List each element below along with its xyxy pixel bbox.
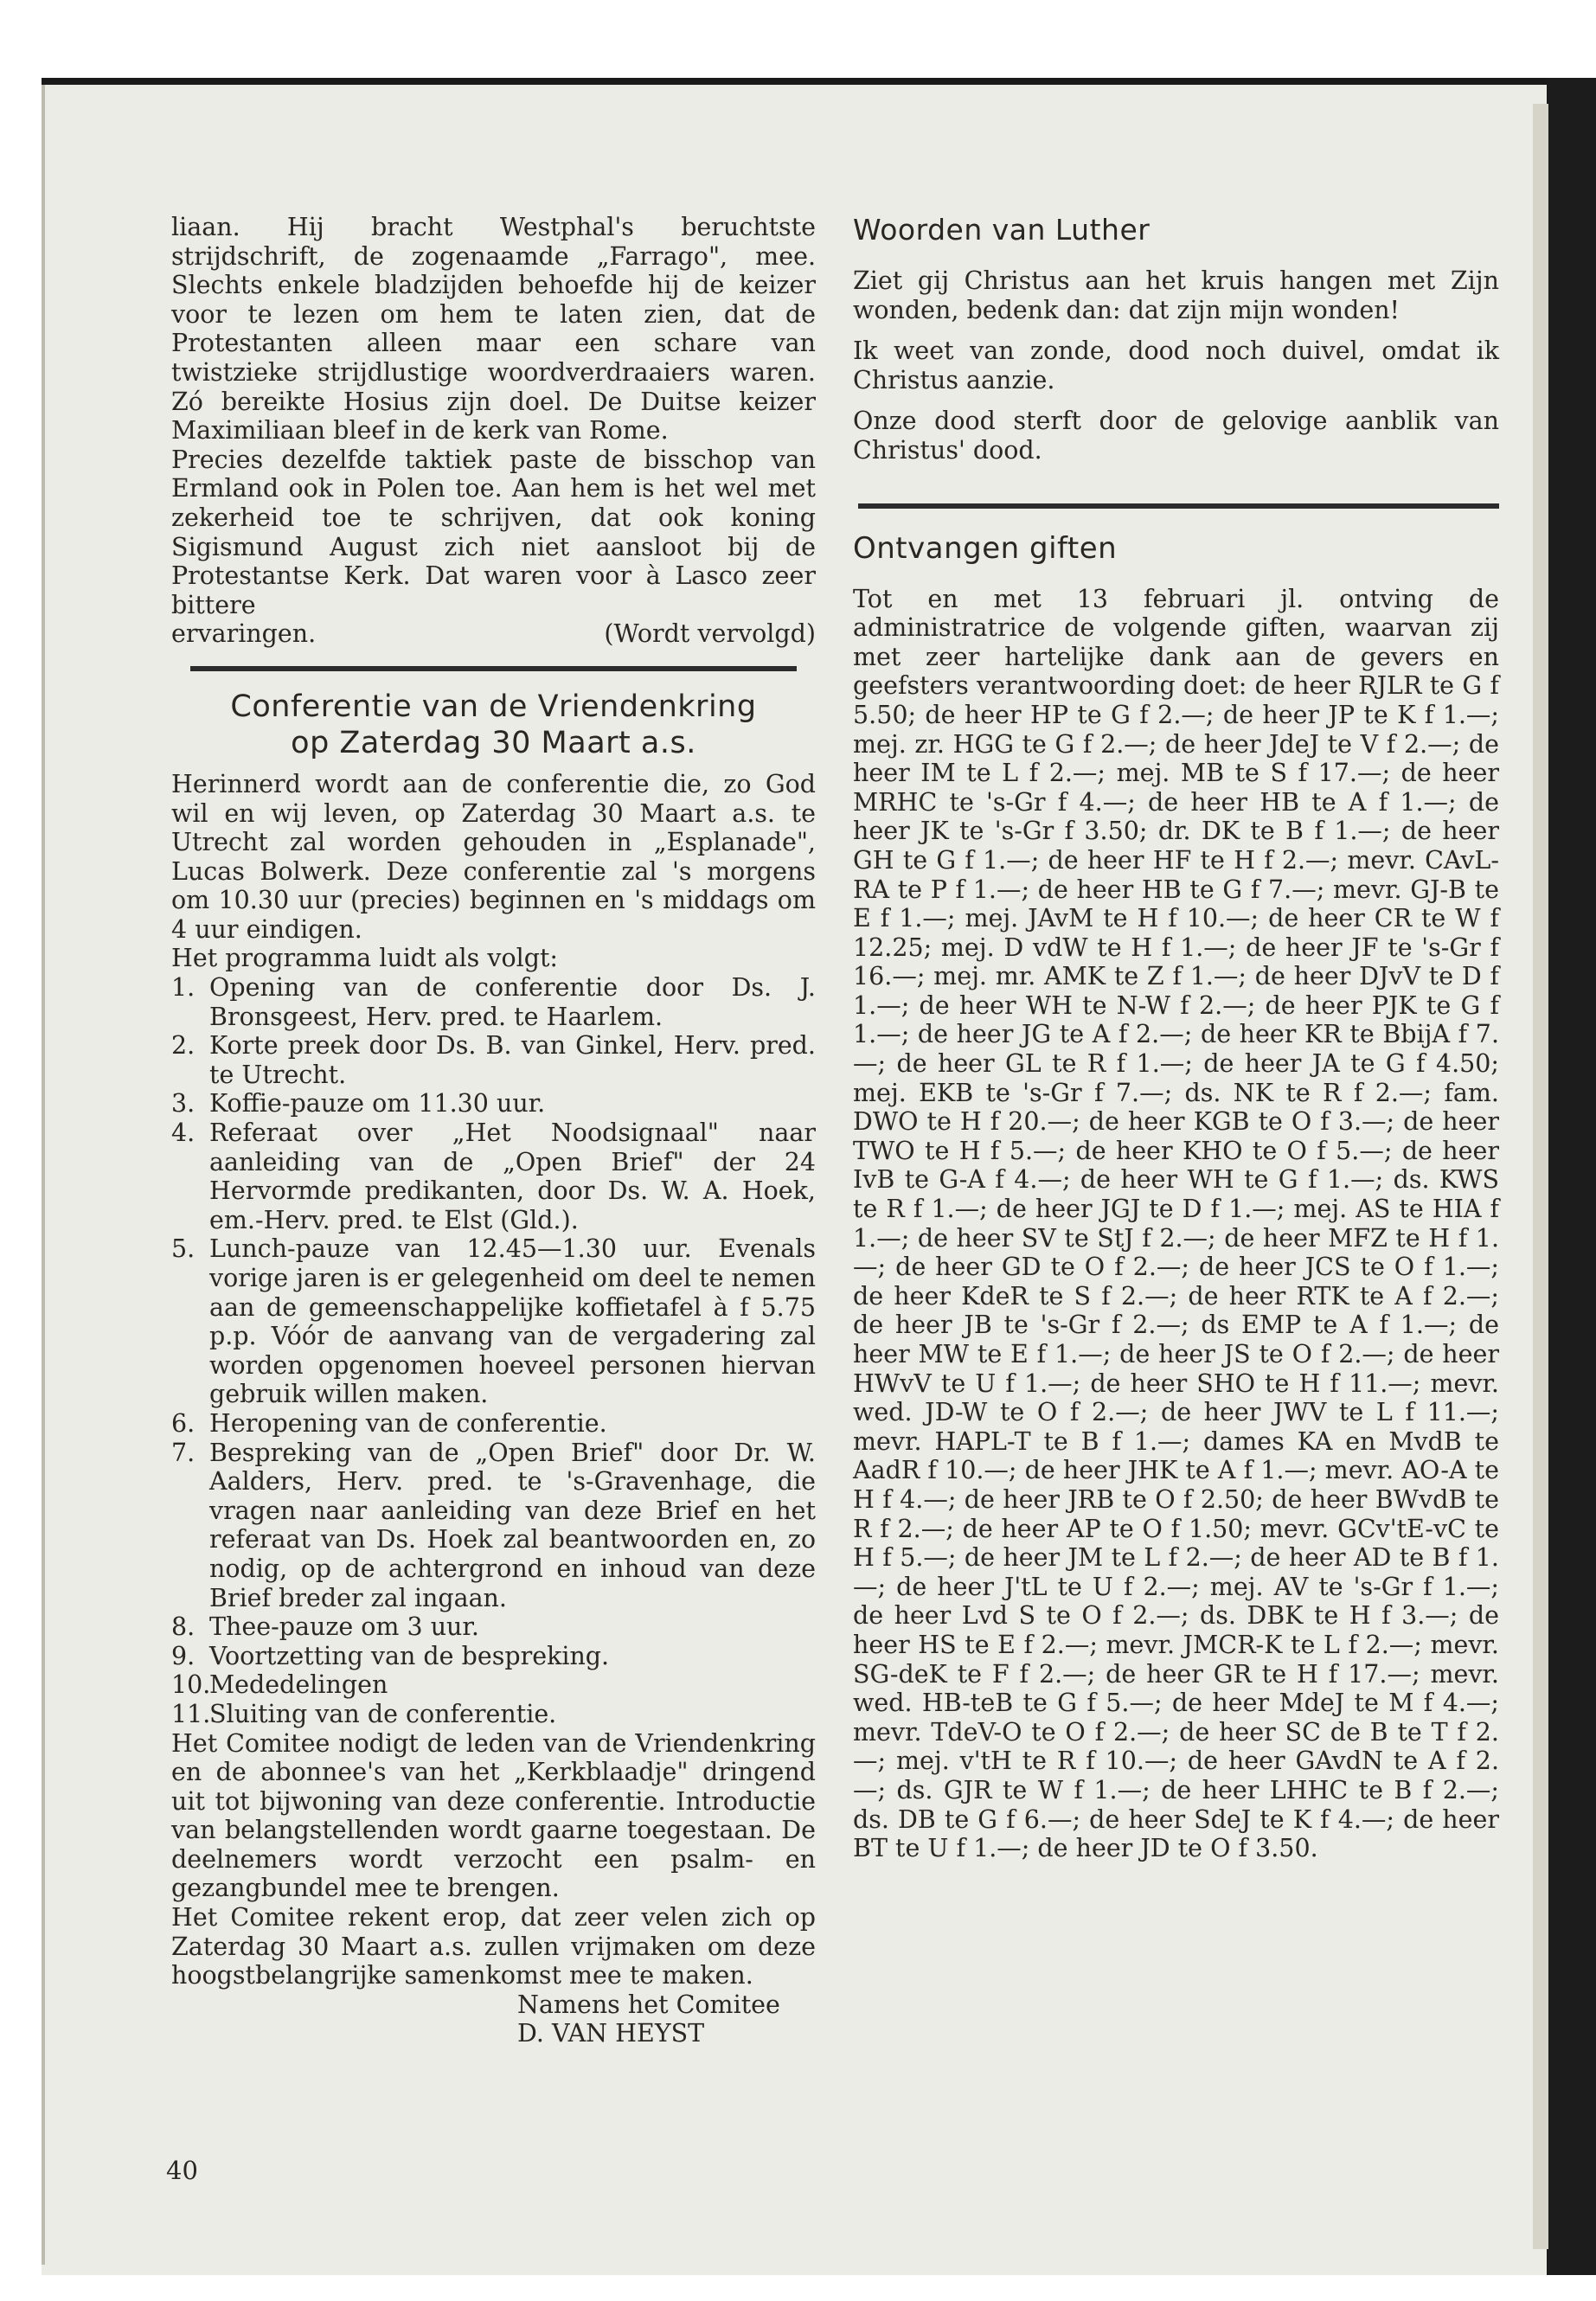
article-continuation-paragraph: liaan. Hij bracht Westphal's beruchtste strijdschrift, de zogenaamde „Farrago", mee. Slechts enkele bladzijden behoefde hij de keizer voor te lezen om hem te laten zien, dat de Protestanten alleen maar een schare van twistzieke strijdlustige woordverdraaiers waren. Zó bereikte Hosius zijn doel. De Duitse keizer Maximiliaan bleef in de kerk van Rome. <box>171 213 816 445</box>
program-item-number: 9. <box>171 1641 195 1670</box>
program-item-number: 7. <box>171 1438 195 1467</box>
program-item-text: Bespreking van de „Open Brief" door Dr. W. Aalders, Herv. pred. te 's-Gravenhage, die vragen naar aanleiding van deze Brief en het referaat van Ds. Hoek zal beantwoorden en, zo nodig, op de achtergrond en inhoud van deze Brief breder zal ingaan. <box>209 1438 816 1612</box>
binding-shadow <box>1547 78 1596 2301</box>
page-number: 40 <box>166 2156 198 2185</box>
program-item-text: Koffie-pauze om 11.30 uur. <box>209 1089 546 1118</box>
program-item-text: Opening van de conferentie door Ds. J. Bronsgeest, Herv. pred. te Haarlem. <box>209 973 816 1031</box>
program-item-text: Sluiting van de conferentie. <box>209 1699 557 1728</box>
program-item-number: 8. <box>171 1612 195 1642</box>
conference-invitation: Het Comitee nodigt de leden van de Vriendenkring en de abonnee's van het „Kerkblaadje" dringend uit tot bijwoning van deze conferentie. Introductie van belangstellenden wordt gaarne toegestaan. De deelnemers wordt verzocht een psalm- en gezangbundel mee te brengen. <box>171 1728 816 1903</box>
conference-intro: Herinnerd wordt aan de conferentie die, zo God wil en wij leven, op Zaterdag 30 Maart a.s. te Utrecht zal worden gehouden in „Esplanade", Lucas Bolwerk. Deze conferentie zal 's morgens om 10.30 uur (precies) beginnen en 's middags om 4 uur eindigen. <box>171 769 816 944</box>
scan-background-top <box>0 0 1596 78</box>
program-item-text: Voortzetting van de bespreking. <box>209 1641 610 1670</box>
program-label: Het programma luidt als volgt: <box>171 944 559 973</box>
program-item-text: Lunch-pauze van 12.45—1.30 uur. Evenals vorige jaren is er gelegenheid om deel te nemen aan de gemeenschappelijke koffietafel à f 5.75 p.p. Vóór de aanvang van de vergadering zal worden opgenomen hoeveel personen hiervan gebruik willen maken. <box>209 1234 816 1409</box>
signature-name: D. VAN HEYST <box>517 2019 705 2048</box>
section-divider <box>858 503 1499 509</box>
program-item-text: Referaat over „Het Noodsignaal" naar aanleiding van de „Open Brief" der 24 Hervormde predikanten, door Ds. W. A. Hoek, em.-Herv. pred. te Elst (Gld.). <box>209 1118 816 1234</box>
program-item <box>171 1031 816 1089</box>
donations-list: Tot en met 13 februari jl. ontving de administratrice de volgende giften, waarvan zij met zeer hartelijke dank aan de gevers en geefsters verantwoording doet: de heer RJLR te G f 5.50; de heer HP te G f 2.—; de heer JP te K f 1.—; mej. zr. HGG te G f 2.—; de heer JdeJ te V f 2.—; de heer IM te L f 2.—; mej. MB te S f 17.—; de heer MRHC te 's-Gr f 4.—; de heer HB te A f 1.—; de heer JK te 's-Gr f 3.50; dr. DK te B f 1.—; de heer GH te G f 1.—; de heer HF te H f 2.—; mevr. CAvL-RA te P f 1.—; de heer HB te G f 7.—; mevr. GJ-B te E f 1.—; mej. JAvM te H f 10.—; de heer CR te W f 12.25; mej. D vdW te H f 1.—; de heer JF te 's-Gr f 16.—; mej. mr. AMK te Z f 1.—; de heer DJvV te D f 1.—; de heer WH te N-W f 2.—; de heer PJK te G f 1.—; de heer JG te A f 2.—; de heer KR te BbijA f 7.—; de heer GL te R f 1.—; de heer JA te G f 4.50; mej. EKB te 's-Gr f 7.—; ds. NK te R f 2.—; fam. DWO te H f 20.—; de heer KGB te O f 3.—; de heer TWO te H f 5.—; de heer KHO te O f 5.—; de heer IvB te G-A f 4.—; de heer WH te G f 1.—; ds. KWS te R f 1.—; de heer JGJ te D f 1.—; mej. AS te HIA f 1.—; de heer SV te StJ f 2.—; de heer MFZ te H f 1.—; de heer GD te O f 2.—; de heer JCS te O f 1.—; de heer KdeR te S f 2.—; de heer RTK te A f 2.—; de heer JB te 's-Gr f 2.—; ds EMP te A f 1.—; de heer MW te E f 1.—; de heer JS te O f 2.—; de heer HWvV te U f 1.—; de heer SHO te H f 11.—; mevr. wed. JD-W te O f 2.—; de heer JWV te L f 11.—; mevr. HAPL-T te B f 1.—; dames KA en MvdB te AadR f 10.—; de heer JHK te A f 1.—; mevr. AO-A te H f 4.—; de heer JRB te O f 2.50; de heer BWvdB te R f 2.—; de heer AP te O f 1.50; mevr. GCv'tE-vC te H f 5.—; de heer JM te L f 2.—; de heer AD te B f 1.—; de heer J'tL te U f 2.—; mej. AV te 's-Gr f 1.—; de heer Lvd S te O f 2.—; ds. DBK te H f 3.—; de heer HS te E f 2.—; mevr. JMCR-K te L f 2.—; mevr. SG-deK te F f 2.—; de heer GR te H f 17.—; mevr. wed. HB-teB te G f 5.—; de heer MdeJ te M f 4.—; mevr. TdeV-O te O f 2.—; de heer SC de B te T f 2.—; mej. v'tH te R f 10.—; de heer GAvdN te A f 2.—; ds. GJR te W f 1.—; de heer LHHC te B f 2.—; ds. DB te G f 6.—; de heer SdeJ te K f 4.—; de heer BT te U f 1.—; de heer JD te O f 3.50. <box>853 584 1499 1863</box>
page-left-edge <box>42 85 45 2265</box>
program-item-text: Mededelingen <box>209 1670 388 1700</box>
left-column <box>171 213 816 2048</box>
program-item-number: 5. <box>171 1234 195 1264</box>
program-item <box>171 1089 816 1118</box>
program-item <box>171 973 816 1031</box>
program-list <box>171 973 816 1728</box>
program-item-number: 1. <box>171 973 195 1003</box>
luther-heading: Woorden van Luther <box>853 213 1151 247</box>
program-item-text: Heropening van de conferentie. <box>209 1408 607 1438</box>
program-item <box>171 1234 816 1409</box>
program-item <box>171 1439 816 1613</box>
program-item-number: 10. <box>171 1670 211 1700</box>
conference-heading <box>171 689 816 761</box>
section-divider <box>190 666 797 671</box>
facing-page-edge <box>1533 104 1548 2249</box>
program-item-number: 6. <box>171 1408 195 1438</box>
article-closing-line <box>171 619 816 649</box>
program-item-number: 2. <box>171 1031 195 1061</box>
article-closing-word: ervaringen. <box>171 619 317 649</box>
program-item <box>171 1642 816 1671</box>
conference-heading-line2: op Zaterdag 30 Maart a.s. <box>291 725 696 760</box>
program-item <box>171 1409 816 1439</box>
signature-committee: Namens het Comitee <box>517 1990 780 2019</box>
program-item <box>171 1612 816 1642</box>
luther-quote: Onze dood sterft door de gelovige aanblik van Christus' dood. <box>853 407 1499 465</box>
to-be-continued-note: (Wordt vervolgd) <box>604 619 816 649</box>
program-item <box>171 1700 816 1729</box>
luther-quote: Ziet gij Christus aan het kruis hangen met Zijn wonden, bedenk dan: dat zijn mijn wonden! <box>853 266 1499 324</box>
program-item-text: Korte preek door Ds. B. van Ginkel, Herv. pred. te Utrecht. <box>209 1031 816 1089</box>
conference-heading-line1: Conferentie van de Vriendenkring <box>230 689 757 724</box>
donations-heading: Ontvangen giften <box>853 530 1118 566</box>
program-item-number: 11. <box>171 1699 211 1728</box>
conference-closing: Het Comitee rekent erop, dat zeer velen zich op Zaterdag 30 Maart a.s. zullen vrijmaken om deze hoogstbelangrijke samenkomst mee te maken. <box>171 1903 816 1990</box>
article-continuation-paragraph: Precies dezelfde taktiek paste de bisschop van Ermland ook in Polen toe. Aan hem is het wel met zekerheid toe te schrijven, dat ook koning Sigismund August zich niet aansloot bij de Protestantse Kerk. Dat waren voor à Lasco zeer bittere <box>171 445 816 619</box>
program-item-number: 3. <box>171 1089 195 1118</box>
program-item <box>171 1118 816 1234</box>
program-item-number: 4. <box>171 1118 195 1148</box>
program-item <box>171 1670 816 1700</box>
program-item-text: Thee-pauze om 3 uur. <box>209 1612 479 1642</box>
luther-quote: Ik weet van zonde, dood noch duivel, omdat ik Christus aanzie. <box>853 336 1499 394</box>
right-column <box>853 213 1499 1863</box>
scan-background-bottom <box>0 2275 1596 2301</box>
